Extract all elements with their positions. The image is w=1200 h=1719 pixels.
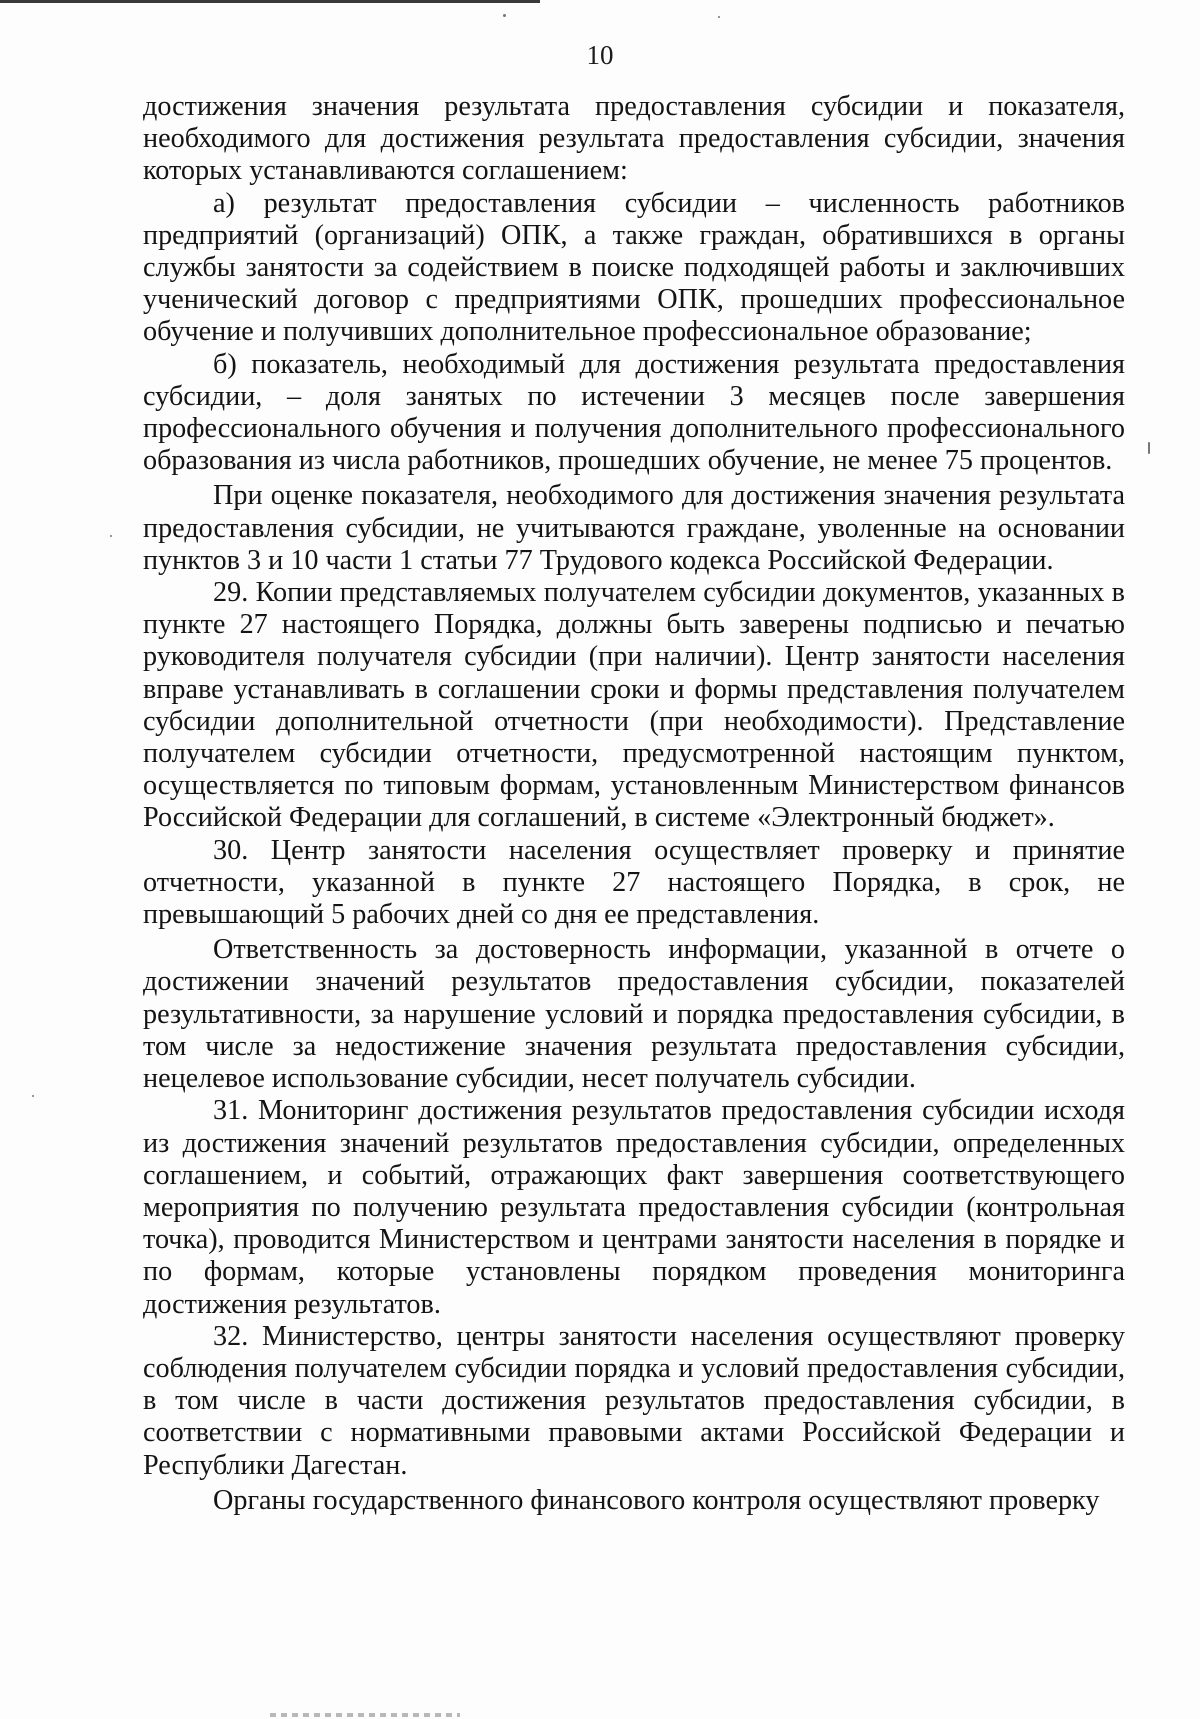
- scan-speck: [718, 16, 720, 18]
- scan-speck: [503, 14, 506, 17]
- scan-speck: [110, 535, 112, 537]
- scan-edge-top: [0, 0, 540, 3]
- paragraph-clause-30: 30. Центр занятости населения осуществляет проверку и принятие отчетности, указанной в пункте 27 настоящего Порядка, в срок, не превышающий 5 рабочих дней со дня ее представления.: [143, 834, 1125, 931]
- paragraph-clause-32: 32. Министерство, центры занятости населения осуществляют проверку соблюдения получателем субсидии порядка и условий предоставления субсидии, в том числе в части достижения результатов предоставления субсидии, в соответствии с нормативными правовыми актами Российской Федерации и Республики Дагестан.: [143, 1320, 1125, 1481]
- paragraph-responsibility: Ответственность за достоверность информации, указанной в отчете о достижении значений результатов предоставления субсидии, показателей результативности, за нарушение условий и порядка предоставления субсидии, в том числе за недостижение значения результата предоставления субсидии, нецелевое использование субсидии, несет получатель субсидии.: [143, 934, 1125, 1095]
- scan-speck: [32, 1095, 34, 1097]
- paragraph-clause-29: 29. Копии представляемых получателем субсидии документов, указанных в пункте 27 настоящего Порядка, должны быть заверены подписью и печатью руководителя получателя субсидии (при наличии). Центр занятости населения вправе устанавливать в соглашении сроки и формы представления получателем субсидии дополнительной отчетности (при необходимости). Представление получателем субсидии отчетности, предусмотренной настоящим пунктом, осуществляется по типовым формам, установленным Министерством финансов Российской Федерации для соглашений, в системе «Электронный бюджет».: [143, 577, 1125, 834]
- paragraph-intro: достижения значения результата предоставления субсидии и показателя, необходимого для достижения результата предоставления субсидии, значения которых устанавливаются соглашением:: [143, 91, 1125, 187]
- scan-speck: [1148, 442, 1150, 454]
- paragraph-financial-control: Органы государственного финансового контроля осуществляют проверку: [213, 1484, 1100, 1516]
- paragraph-clause-31: 31. Мониторинг достижения результатов предоставления субсидии исходя из достижения значений результатов предоставления субсидии, определенных соглашением, и событий, отражающих факт завершения соответствующего мероприятия по получению результата предоставления субсидии (контрольная точка), проводится Министерством и центрами занятости населения в порядке и по формам, которые установлены порядком проведения мониторинга достижения результатов.: [143, 1095, 1125, 1320]
- paragraph-item-a: а) результат предоставления субсидии – численность работников предприятий (организаций) ОПК, а также граждан, обратившихся в органы службы занятости за содействием в поиске подходящей работы и заключивших ученический договор с предприятиями ОПК, прошедших профессиональное обучение и получивших дополнительное профессиональное образование;: [143, 187, 1125, 348]
- paragraph-item-b: б) показатель, необходимый для достижения результата предоставления субсидии, – доля занятых по истечении 3 месяцев после завершения профессионального обучения и получения дополнительного профессионального образования из числа работников, прошедших обучение, не менее 75 процентов.: [143, 348, 1125, 477]
- scan-edge-bottom: [270, 1713, 460, 1717]
- page-number: 10: [586, 40, 614, 70]
- document-body: [143, 91, 1125, 1517]
- paragraph-assessment: При оценке показателя, необходимого для достижения значения результата предоставления субсидии, не учитываются граждане, уволенные на основании пунктов 3 и 10 части 1 статьи 77 Трудового кодекса Российской Федерации.: [143, 480, 1125, 576]
